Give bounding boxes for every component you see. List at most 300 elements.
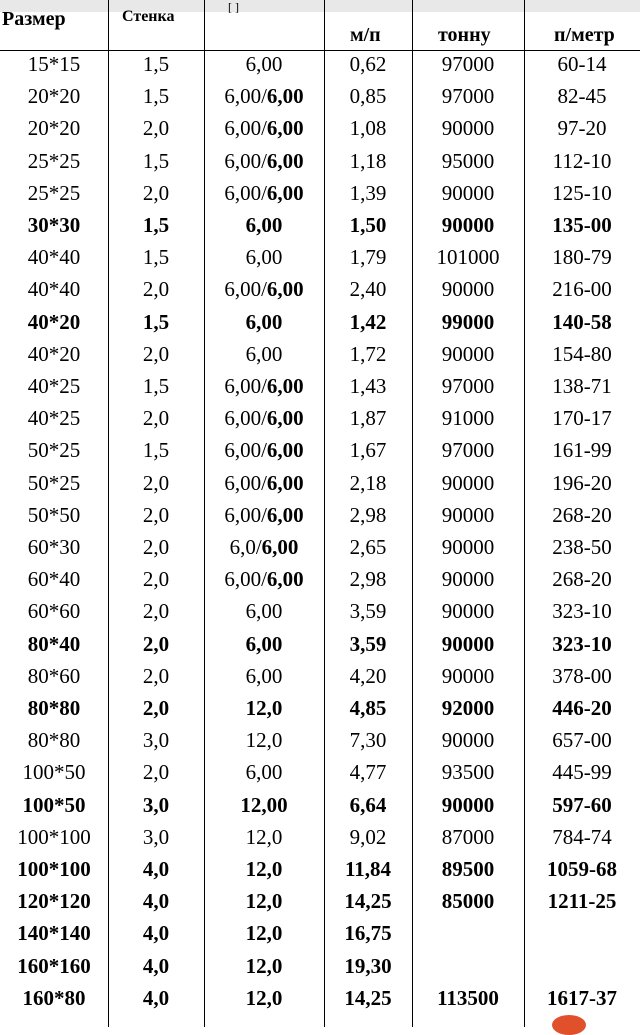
cell-price-meter xyxy=(524,48,640,80)
cell-length-alt: 6,00 xyxy=(266,277,304,302)
cell-weight xyxy=(324,273,412,305)
cell-wall xyxy=(108,467,204,499)
cell-length xyxy=(204,499,324,531)
cell-size xyxy=(0,853,108,885)
cell-price-ton xyxy=(412,370,524,402)
cell-price-ton-text: 91000 xyxy=(441,406,495,431)
cell-weight-text: 1,67 xyxy=(349,438,387,463)
cell-length-text: 12,0 xyxy=(245,953,283,978)
cell-weight xyxy=(324,885,412,917)
cell-weight-text: 16,75 xyxy=(344,921,392,946)
cell-size-text: 25*25 xyxy=(27,148,81,173)
cell-price-meter xyxy=(524,531,640,563)
cell-weight xyxy=(324,145,412,177)
cell-length-text: 6,00/ xyxy=(224,180,267,205)
cell-price-meter xyxy=(524,950,640,982)
cell-wall xyxy=(108,434,204,466)
cell-length-alt: 6,00 xyxy=(266,148,304,173)
cell-price-meter xyxy=(524,789,640,821)
table-row xyxy=(0,48,640,80)
table-row xyxy=(0,241,640,273)
cell-length-text: 6,00/ xyxy=(224,502,267,527)
cell-weight-text: 4,85 xyxy=(349,696,387,720)
cell-weight xyxy=(324,48,412,80)
cell-wall xyxy=(108,112,204,144)
cell-length-alt: 6,00 xyxy=(266,180,304,205)
cell-length xyxy=(204,885,324,917)
cell-price-ton xyxy=(412,821,524,853)
cell-price-ton-text: 90000 xyxy=(441,341,495,366)
cell-wall-text: 4,0 xyxy=(142,921,170,946)
cell-price-meter xyxy=(524,821,640,853)
cell-wall xyxy=(108,660,204,692)
cell-weight xyxy=(324,241,412,273)
cell-length xyxy=(204,595,324,627)
cell-size xyxy=(0,177,108,209)
cell-wall xyxy=(108,499,204,531)
cell-size-text: 50*50 xyxy=(27,502,81,527)
cell-wall-text: 2,0 xyxy=(142,663,170,688)
cell-price-meter-text: 170-17 xyxy=(552,406,612,431)
cell-price-ton-text: 90000 xyxy=(441,502,495,527)
cell-size-text: 160*160 xyxy=(17,953,91,978)
cell-wall-text: 1,5 xyxy=(142,309,170,334)
cell-weight-text: 2,18 xyxy=(349,470,387,495)
cell-price-ton xyxy=(412,563,524,595)
cell-weight-text: 2,40 xyxy=(349,277,387,302)
table-row xyxy=(0,112,640,144)
cell-price-meter xyxy=(524,628,640,660)
cell-price-meter-text: 323-10 xyxy=(552,631,612,656)
cell-length xyxy=(204,821,324,853)
cell-price-meter xyxy=(524,467,640,499)
cell-length-text: 6,00 xyxy=(245,309,283,334)
cell-weight xyxy=(324,660,412,692)
cell-size xyxy=(0,112,108,144)
cell-price-ton xyxy=(412,531,524,563)
table-row xyxy=(0,724,640,756)
table-row xyxy=(0,434,640,466)
cell-length-text: 6,00/ xyxy=(224,116,267,141)
cell-weight xyxy=(324,531,412,563)
cell-weight-text: 4,77 xyxy=(349,760,387,785)
cell-size-text: 160*80 xyxy=(22,985,86,1010)
cell-length-text: 6,00/ xyxy=(224,84,267,109)
cell-weight-text: 14,25 xyxy=(344,889,392,914)
cell-wall-text: 2,0 xyxy=(142,567,170,592)
cell-wall-text: 3,0 xyxy=(142,824,170,849)
cell-wall xyxy=(108,338,204,370)
cell-wall xyxy=(108,756,204,788)
cell-length-alt: 6,00 xyxy=(266,116,304,141)
cell-wall-text: 1,5 xyxy=(142,374,170,398)
cell-price-meter xyxy=(524,177,640,209)
cell-weight xyxy=(324,692,412,724)
cell-length-text: 12,0 xyxy=(245,857,283,881)
cell-price-meter xyxy=(524,724,640,756)
cell-price-meter-text: 82-45 xyxy=(557,84,607,109)
cell-length-alt: 6,00 xyxy=(261,535,299,559)
cell-size xyxy=(0,531,108,563)
cell-length xyxy=(204,402,324,434)
cell-length-text: 6,00/ xyxy=(224,374,267,398)
table-row xyxy=(0,338,640,370)
cell-wall-text: 3,0 xyxy=(142,792,170,817)
cell-wall xyxy=(108,177,204,209)
cell-price-meter xyxy=(524,80,640,112)
cell-price-ton-text: 99000 xyxy=(441,309,495,334)
cell-price-ton-text: 90000 xyxy=(441,663,495,688)
cell-price-ton xyxy=(412,950,524,982)
cell-weight-text: 7,30 xyxy=(349,728,387,753)
cell-length xyxy=(204,628,324,660)
cell-size xyxy=(0,563,108,595)
cell-wall-text: 2,0 xyxy=(142,631,170,656)
cell-weight xyxy=(324,434,412,466)
table-row xyxy=(0,531,640,563)
cell-price-ton-text: 97000 xyxy=(441,52,495,76)
header-ton: тонну xyxy=(438,24,491,46)
cell-weight xyxy=(324,853,412,885)
cell-price-ton xyxy=(412,338,524,370)
cell-length-text: 6,00 xyxy=(245,213,283,237)
cell-price-meter-text: 1617-37 xyxy=(547,985,617,1010)
cell-price-meter xyxy=(524,112,640,144)
cell-price-meter xyxy=(524,917,640,949)
cell-price-meter-text: 597-60 xyxy=(552,792,612,817)
cell-price-meter-text: 60-14 xyxy=(557,52,607,76)
cell-weight-text: 2,98 xyxy=(349,567,387,592)
cell-price-ton xyxy=(412,177,524,209)
cell-size xyxy=(0,48,108,80)
cell-size-text: 100*50 xyxy=(22,760,86,785)
cell-weight-text: 11,84 xyxy=(344,857,392,881)
cell-weight xyxy=(324,595,412,627)
cell-price-meter xyxy=(524,306,640,338)
cell-price-ton xyxy=(412,789,524,821)
cell-weight xyxy=(324,338,412,370)
cell-wall xyxy=(108,306,204,338)
cell-weight xyxy=(324,789,412,821)
cell-wall xyxy=(108,48,204,80)
cell-price-ton-text: 90000 xyxy=(441,728,495,753)
cell-length xyxy=(204,209,324,241)
cell-length-alt: 6,00 xyxy=(266,406,304,431)
header-length-stub: [ ] xyxy=(228,0,239,14)
cell-price-ton xyxy=(412,273,524,305)
cell-price-ton-text: 93500 xyxy=(441,760,495,785)
cell-size-text: 120*120 xyxy=(17,889,91,914)
cell-weight xyxy=(324,499,412,531)
cell-size xyxy=(0,821,108,853)
cell-price-meter-text: 238-50 xyxy=(552,535,612,559)
cell-price-ton-text: 90000 xyxy=(441,277,495,302)
cell-price-meter-text: 140-58 xyxy=(552,309,612,334)
cell-size-text: 30*30 xyxy=(27,213,81,237)
cell-price-meter-text: 378-00 xyxy=(552,663,612,688)
cell-wall-text: 2,0 xyxy=(142,341,170,366)
cell-size xyxy=(0,789,108,821)
table-row xyxy=(0,370,640,402)
cell-size xyxy=(0,209,108,241)
cell-length-text: 6,00/ xyxy=(224,406,267,431)
cell-price-ton-text: 90000 xyxy=(441,792,495,817)
cell-price-ton-text: 90000 xyxy=(441,213,495,237)
cell-length xyxy=(204,531,324,563)
table-row xyxy=(0,885,640,917)
cell-price-meter xyxy=(524,338,640,370)
cell-wall xyxy=(108,917,204,949)
cell-weight-text: 14,25 xyxy=(344,985,392,1010)
cell-length-alt: 6,00 xyxy=(266,374,304,398)
cell-length-text: 6,00/ xyxy=(224,148,267,173)
cell-weight xyxy=(324,209,412,241)
cell-price-ton-text: 97000 xyxy=(441,84,495,109)
cell-wall-text: 1,5 xyxy=(142,438,170,463)
cell-price-ton xyxy=(412,467,524,499)
cell-size xyxy=(0,499,108,531)
cell-price-meter xyxy=(524,885,640,917)
cell-wall xyxy=(108,950,204,982)
cell-price-meter-text: 135-00 xyxy=(552,213,612,237)
table-row xyxy=(0,628,640,660)
cell-price-meter-text: 446-20 xyxy=(552,696,612,720)
cell-weight-text: 1,43 xyxy=(349,374,387,398)
cell-weight-text: 1,79 xyxy=(349,245,387,270)
cell-weight xyxy=(324,306,412,338)
cell-size xyxy=(0,692,108,724)
cell-price-meter xyxy=(524,273,640,305)
cell-weight xyxy=(324,563,412,595)
cell-size-text: 60*60 xyxy=(27,599,81,624)
header-weight: м/п xyxy=(350,24,381,46)
cell-length-text: 12,0 xyxy=(245,824,283,849)
cell-wall xyxy=(108,531,204,563)
cell-wall-text: 2,0 xyxy=(142,696,170,720)
cell-size-text: 80*40 xyxy=(27,631,81,656)
cell-length-text: 12,0 xyxy=(245,985,283,1010)
cell-length-text: 6,00/ xyxy=(224,470,267,495)
cell-weight xyxy=(324,370,412,402)
cell-price-meter xyxy=(524,756,640,788)
cell-weight xyxy=(324,628,412,660)
table-row xyxy=(0,467,640,499)
cell-length xyxy=(204,660,324,692)
cell-size xyxy=(0,982,108,1014)
cell-weight-text: 1,18 xyxy=(349,148,387,173)
cell-length-text: 6,00 xyxy=(245,245,283,270)
cell-price-meter xyxy=(524,563,640,595)
cell-size-text: 40*25 xyxy=(27,406,81,431)
cell-length xyxy=(204,917,324,949)
cell-length-text: 6,00 xyxy=(245,631,283,656)
cell-price-ton xyxy=(412,853,524,885)
cell-wall-text: 4,0 xyxy=(142,953,170,978)
cell-wall-text: 1,5 xyxy=(142,213,170,237)
cell-price-ton xyxy=(412,80,524,112)
cell-price-ton-text: 85000 xyxy=(441,889,495,914)
cell-length-text: 12,0 xyxy=(245,728,283,753)
cell-weight-text: 1,50 xyxy=(349,213,387,237)
cell-weight-text: 4,20 xyxy=(349,663,387,688)
table-row xyxy=(0,80,640,112)
cell-length-text: 6,0/ xyxy=(229,535,262,559)
cell-length xyxy=(204,338,324,370)
cell-wall-text: 2,0 xyxy=(142,599,170,624)
cell-weight xyxy=(324,80,412,112)
cell-price-ton-text: 97000 xyxy=(441,374,495,398)
table-row xyxy=(0,563,640,595)
cell-size-text: 20*20 xyxy=(27,84,81,109)
cell-size-text: 100*100 xyxy=(17,857,91,881)
cell-price-ton-text: 90000 xyxy=(441,470,495,495)
cell-price-meter-text: 125-10 xyxy=(552,180,612,205)
cell-price-meter xyxy=(524,370,640,402)
cell-length xyxy=(204,692,324,724)
cell-price-meter-text: 323-10 xyxy=(552,599,612,624)
cell-price-meter xyxy=(524,434,640,466)
cell-weight-text: 2,65 xyxy=(349,535,387,559)
cell-wall-text: 1,5 xyxy=(142,52,170,76)
cell-size xyxy=(0,660,108,692)
cell-length-text: 12,0 xyxy=(245,889,283,914)
cell-size xyxy=(0,273,108,305)
cell-price-ton-text: 95000 xyxy=(441,148,495,173)
cell-wall-text: 2,0 xyxy=(142,406,170,431)
cell-price-ton xyxy=(412,660,524,692)
table-row xyxy=(0,145,640,177)
floating-button-partial[interactable] xyxy=(552,1015,586,1035)
cell-weight-text: 0,85 xyxy=(349,84,387,109)
table-row xyxy=(0,756,640,788)
cell-price-meter xyxy=(524,241,640,273)
cell-weight-text: 1,87 xyxy=(349,406,387,431)
cell-price-meter-text: 1211-25 xyxy=(547,889,617,914)
cell-size-text: 100*50 xyxy=(22,792,86,817)
cell-price-meter-text: 1059-68 xyxy=(547,857,617,881)
cell-length xyxy=(204,48,324,80)
table-row xyxy=(0,853,640,885)
cell-wall xyxy=(108,821,204,853)
cell-price-meter xyxy=(524,853,640,885)
cell-length-alt: 6,00 xyxy=(266,470,304,495)
cell-price-ton xyxy=(412,112,524,144)
cell-weight xyxy=(324,982,412,1014)
cell-wall-text: 2,0 xyxy=(142,277,170,302)
cell-size xyxy=(0,756,108,788)
cell-price-meter-text: 154-80 xyxy=(552,341,612,366)
cell-size xyxy=(0,80,108,112)
table-row xyxy=(0,499,640,531)
cell-length xyxy=(204,145,324,177)
cell-size xyxy=(0,306,108,338)
cell-price-meter xyxy=(524,595,640,627)
cell-wall xyxy=(108,80,204,112)
table-row xyxy=(0,177,640,209)
cell-price-ton xyxy=(412,306,524,338)
cell-weight-text: 9,02 xyxy=(349,824,387,849)
table-row xyxy=(0,982,640,1014)
cell-price-ton-text: 90000 xyxy=(441,180,495,205)
cell-size-text: 80*60 xyxy=(27,663,81,688)
cell-price-meter-text: 138-71 xyxy=(552,374,612,398)
cell-weight xyxy=(324,467,412,499)
cell-size-text: 80*80 xyxy=(27,696,81,720)
cell-size xyxy=(0,885,108,917)
cell-weight xyxy=(324,756,412,788)
header-meter: п/метр xyxy=(554,24,615,46)
cell-length-text: 6,00 xyxy=(245,341,283,366)
cell-weight xyxy=(324,950,412,982)
cell-price-ton-text: 90000 xyxy=(441,631,495,656)
cell-length xyxy=(204,982,324,1014)
cell-price-ton-text: 90000 xyxy=(441,599,495,624)
cell-size xyxy=(0,950,108,982)
cell-wall-text: 1,5 xyxy=(142,245,170,270)
cell-price-ton xyxy=(412,917,524,949)
cell-wall xyxy=(108,241,204,273)
cell-wall-text: 1,5 xyxy=(142,84,170,109)
cell-size-text: 40*40 xyxy=(27,245,81,270)
cell-weight xyxy=(324,402,412,434)
cell-size xyxy=(0,724,108,756)
cell-length xyxy=(204,853,324,885)
cell-wall xyxy=(108,402,204,434)
cell-price-meter-text: 161-99 xyxy=(552,438,612,463)
table-row xyxy=(0,692,640,724)
cell-length-text: 12,00 xyxy=(240,792,288,817)
cell-price-meter xyxy=(524,402,640,434)
cell-length-alt: 6,00 xyxy=(266,567,304,592)
cell-wall-text: 2,0 xyxy=(142,180,170,205)
cell-length-text: 6,00/ xyxy=(224,438,267,463)
cell-size-text: 40*25 xyxy=(27,374,81,398)
cell-price-ton xyxy=(412,209,524,241)
cell-length xyxy=(204,80,324,112)
cell-size-text: 80*80 xyxy=(27,728,81,753)
cell-size-text: 20*20 xyxy=(27,116,81,141)
cell-price-meter-text: 784-74 xyxy=(552,824,612,849)
cell-size-text: 60*30 xyxy=(27,535,81,559)
cell-length xyxy=(204,950,324,982)
table-row xyxy=(0,660,640,692)
cell-length xyxy=(204,724,324,756)
cell-price-meter-text: 445-99 xyxy=(552,760,612,785)
cell-price-ton xyxy=(412,628,524,660)
table-row xyxy=(0,209,640,241)
cell-size-text: 40*20 xyxy=(27,341,81,366)
cell-length xyxy=(204,273,324,305)
cell-size xyxy=(0,595,108,627)
cell-weight xyxy=(324,821,412,853)
cell-wall xyxy=(108,692,204,724)
cell-weight xyxy=(324,917,412,949)
cell-price-meter-text: 268-20 xyxy=(552,502,612,527)
cell-size-text: 40*40 xyxy=(27,277,81,302)
cell-weight-text: 0,62 xyxy=(349,52,387,76)
cell-size xyxy=(0,628,108,660)
cell-weight-text: 2,98 xyxy=(349,502,387,527)
cell-size-text: 100*100 xyxy=(17,824,91,849)
cell-price-meter xyxy=(524,692,640,724)
cell-wall xyxy=(108,789,204,821)
cell-price-ton xyxy=(412,885,524,917)
cell-price-ton-text: 90000 xyxy=(441,567,495,592)
cell-wall xyxy=(108,595,204,627)
cell-price-ton-text: 90000 xyxy=(441,116,495,141)
header-size: Размер xyxy=(2,8,66,30)
cell-price-ton xyxy=(412,692,524,724)
